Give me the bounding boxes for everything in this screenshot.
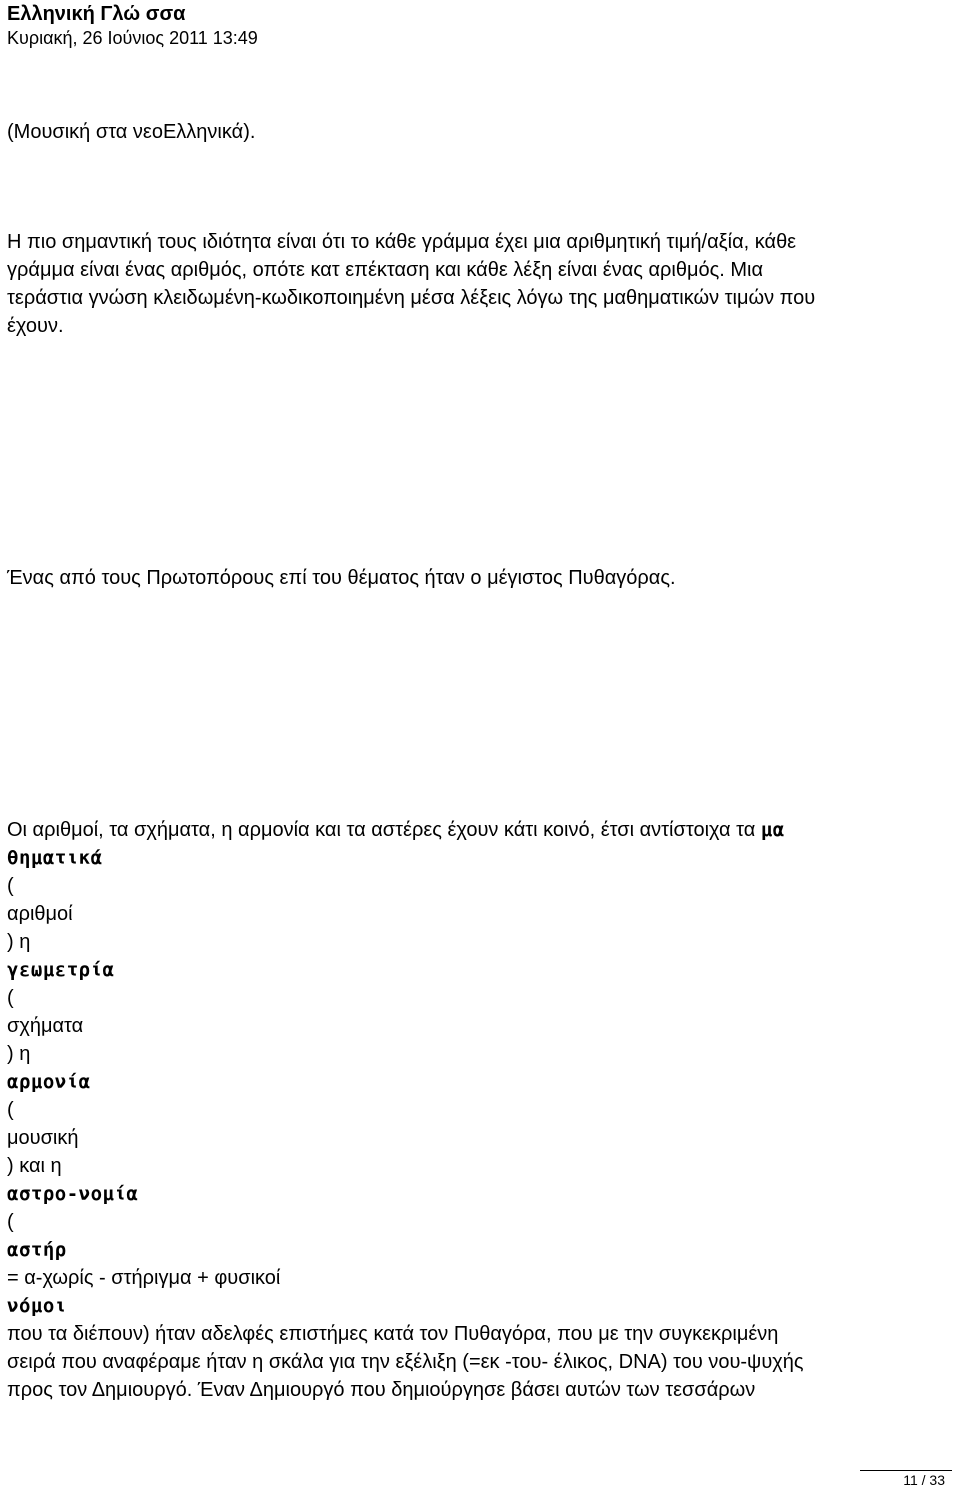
text-line: έχουν. [7,315,64,337]
open-paren: ( [7,875,14,897]
paragraph-numeric-value [7,228,953,340]
gloss-music: μουσική [7,1127,79,1149]
text-line: που τα διέπουν) ήταν αδελφές επιστήμες κατά τον Πυθαγόρα, που με την συγκεκριμένη [7,1323,779,1345]
document-header [7,2,258,50]
term-astronomy: αστρο-νομία [7,1183,139,1205]
open-paren: ( [7,1211,14,1233]
paragraph-pythagoras: Ένας από τους Πρωτοπόρους επί του θέματος ήταν ο μέγιστος Πυθαγόρας. [7,567,676,589]
paragraph-four-sciences [7,816,953,1404]
text-line: σειρά που αναφέραμε ήταν η σκάλα για την εξέλιξη (=εκ -του- έλικος, DNA) του νου-ψυχής [7,1351,804,1373]
term-aster: αστήρ [7,1239,67,1261]
close-paren: ) και η [7,1155,62,1177]
intro-text: Οι αριθμοί, τα σχήματα, η αρμονία και τα αστέρες έχουν κάτι κοινό, έτσι αντίστοιχα τα [7,819,761,841]
paragraph-music: (Μουσική στα νεοΕλληνικά). [7,121,256,143]
etymology-text: = α-χωρίς - στήριγμα + φυσικοί [7,1267,281,1289]
page-number: 11 / 33 [903,1472,945,1488]
open-paren: ( [7,987,14,1009]
term-harmony: αρμονία [7,1071,91,1093]
post-date: Κυριακή, 26 Ιούνιος 2011 13:49 [7,28,258,48]
text-line: τεράστια γνώση κλειδωμένη-κωδικοποιημένη μέσα λέξεις λόγω της μαθηματικών τιμών που [7,287,816,309]
term-laws: νόμοι [7,1295,67,1317]
term-geometry: γεωμετρία [7,959,115,981]
text-line [7,816,953,844]
text-line: Η πιο σημαντική τους ιδιότητα είναι ότι το κάθε γράμμα έχει μια αριθμητική τιμή/αξία, κάθε [7,231,797,253]
gloss-numbers: αριθμοί [7,903,73,925]
gloss-shapes: σχήματα [7,1015,84,1037]
text-line: γράμμα είναι ένας αριθμός, οπότε κατ επέκταση και κάθε λέξη είναι ένας αριθμός. Μια [7,259,764,281]
footer-divider [860,1470,952,1471]
close-paren: ) η [7,1043,31,1065]
open-paren: ( [7,1099,14,1121]
term-mathematics-part2: θηματικά [7,847,103,869]
text-line: προς τον Δημιουργό. Έναν Δημιουργό που δημιούργησε βάσει αυτών των τεσσάρων [7,1379,756,1401]
term-mathematics-part1: μα [760,819,785,841]
blog-title: Ελληνική Γλώ σσα [7,3,186,25]
close-paren: ) η [7,931,31,953]
